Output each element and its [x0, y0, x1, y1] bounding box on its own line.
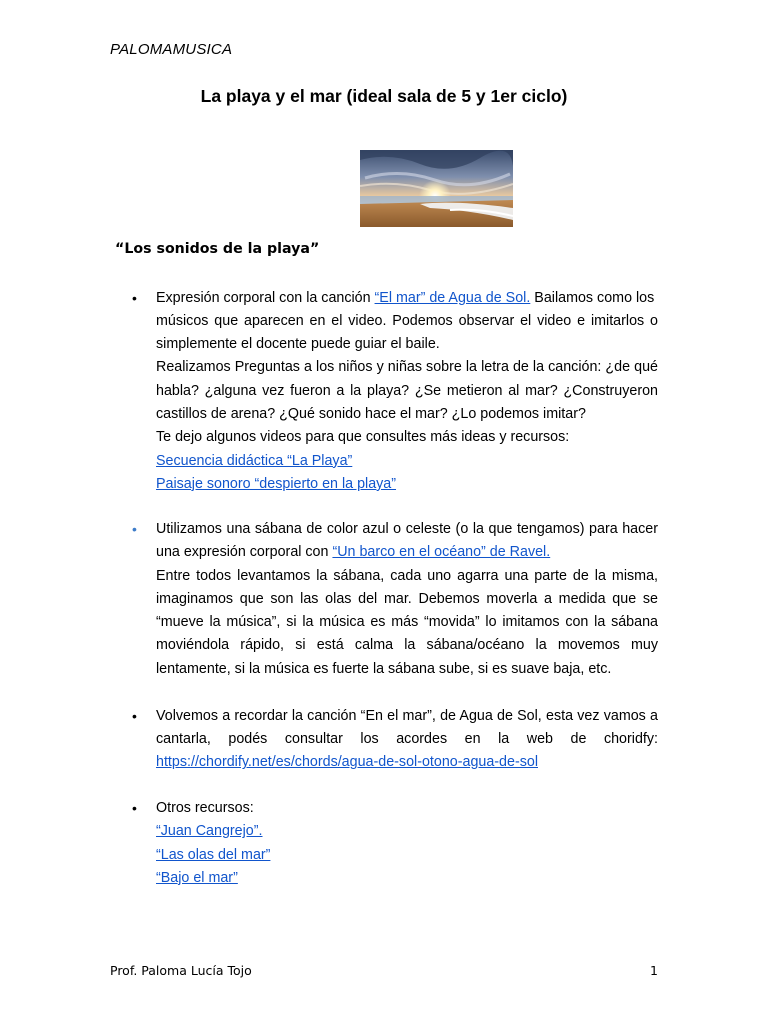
list-item-line: Otros recursos: [156, 800, 254, 816]
list-item-line: cantarla, podés consultar los acordes en la web de choridfy: [156, 730, 658, 747]
list-item-body-expression [132, 287, 658, 497]
list-item-cantar [132, 705, 658, 775]
link-chordify[interactable]: https://chordify.net/es/chords/agua-de-sol-otono-agua-de-sol [156, 754, 538, 771]
bullet-dot: • [132, 707, 137, 724]
list-item-sabana [132, 518, 658, 681]
list-item-otros-recursos [132, 797, 658, 890]
list-item-line: Te dejo algunos videos para que consultes más ideas y recursos: [156, 429, 570, 446]
link-secuencia-didactica[interactable]: Secuencia didáctica “La Playa” [156, 452, 353, 469]
link-paisaje-sonoro[interactable]: Paisaje sonoro “despierto en la playa” [156, 475, 397, 492]
page-number: 1 [650, 963, 658, 978]
link-juan-cangrejo[interactable]: “Juan Cangrejo”. [156, 823, 263, 840]
beach-sunset-image [360, 150, 513, 227]
list-item-line: moviéndola rápido, si está calma la sábana/océano la movemos muy [156, 637, 658, 654]
list-item-line: simplemente el docente puede guiar el baile. [156, 336, 440, 353]
document-title: La playa y el mar (ideal sala de 5 y 1er ciclo) [200, 86, 568, 106]
list-item-line: castillos de arena? ¿Qué sonido hace el mar? ¿Lo podemos imitar? [156, 405, 586, 422]
link-barco-oceano[interactable]: “Un barco en el océano” de Ravel. [332, 544, 551, 561]
link-las-olas-del-mar[interactable]: “Las olas del mar” [156, 846, 271, 863]
list-item-line: imaginamos que son las olas del mar. Debemos moverla a medida que se [156, 590, 658, 607]
header-brand: PALOMAMUSICA [110, 41, 233, 58]
list-item-line: músicos que aparecen en el video. Podemos observar el video e imitarlos o [156, 312, 658, 329]
bullet-dot: • [132, 521, 137, 537]
list-item-line: “mueve la música”, si la música es más “movida” lo imitamos con la sábana [156, 614, 658, 631]
link-el-mar-video[interactable]: “El mar” de Agua de Sol. [374, 289, 531, 306]
list-item-line [156, 287, 658, 310]
list-item-line [156, 541, 658, 564]
list-item-line: Volvemos a recordar la canción “En el mar”, de Agua de Sol, esta vez vamos a [156, 707, 658, 724]
section-heading: “Los sonidos de la playa” [115, 241, 320, 257]
list-item-line: Entre todos levantamos la sábana, cada uno agarra una parte de la misma, [156, 567, 658, 584]
list-item-line: Utilizamos una sábana de color azul o celeste (o la que tengamos) para hacer [156, 521, 658, 537]
bullet-dot: • [132, 289, 137, 306]
footer-author: Prof. Paloma Lucía Tojo [110, 963, 252, 978]
text-span: Bailamos como los [530, 289, 655, 306]
text-span: Expresión corporal con la canción [156, 289, 375, 306]
list-item-line: lentamente, si la música es fuerte la sábana sube, si es suave baja, etc. [156, 660, 612, 677]
link-bajo-el-mar[interactable]: “Bajo el mar” [156, 869, 238, 886]
list-item-line: Realizamos Preguntas a los niños y niñas sobre la letra de la canción: ¿de qué [156, 359, 658, 376]
text-span: una expresión corporal con [156, 544, 333, 561]
bullet-dot: • [132, 800, 137, 816]
list-item-line: habla? ¿alguna vez fueron a la playa? ¿Se metieron al mar? ¿Construyeron [156, 382, 658, 399]
